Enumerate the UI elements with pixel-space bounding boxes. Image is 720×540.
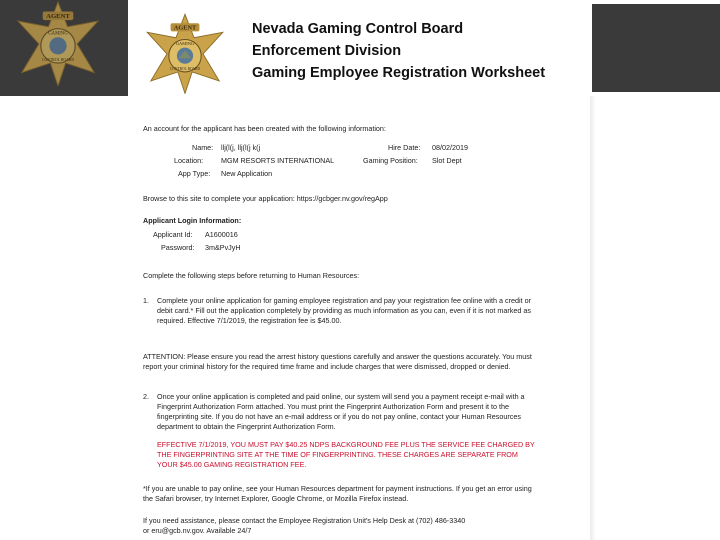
- applicant-id-label: Applicant Id:: [153, 230, 193, 239]
- app-type-label: App Type:: [178, 169, 211, 178]
- step1-line3: required. Effective 7/1/2019, the registration fee is $45.00.: [157, 316, 342, 325]
- title-board: Nevada Gaming Control Board: [252, 21, 464, 37]
- agent-badge-main-logo: [140, 12, 230, 94]
- hire-date-value: 08/02/2019: [432, 143, 468, 152]
- header-band-right: [592, 4, 720, 92]
- payment-note-line1: *If you are unable to pay online, see your Human Resources department for payment instructions. If you get an error using: [143, 484, 532, 493]
- intro-text: An account for the applicant has been created with the following information:: [143, 124, 386, 133]
- fee-notice-line1: EFFECTIVE 7/1/2019, YOU MUST PAY $40.25 NDPS BACKGROUND FEE PLUS THE SERVICE FEE CHARGED BY: [157, 440, 535, 449]
- help-line2: or eru@gcb.nv.gov. Available 24/7: [143, 526, 252, 535]
- app-type-value: New Application: [221, 169, 273, 178]
- browse-text: Browse to this site to complete your application: https://gcbger.nv.gov/regApp: [143, 194, 388, 203]
- applicant-id-value: A1600016: [205, 230, 238, 239]
- step2-line4: department to obtain the Fingerprint Authorization Form.: [157, 422, 336, 431]
- step1-number: 1.: [143, 296, 149, 305]
- step2-line1: Once your online application is completed and paid online, our system will send you a payment receipt e-mail with a: [157, 392, 525, 401]
- badge-agent-text: AGENT: [46, 13, 70, 21]
- location-value: MGM RESORTS INTERNATIONAL: [221, 156, 335, 165]
- badge-main-agent-text: AGENT: [173, 24, 197, 32]
- login-heading: Applicant Login Information:: [143, 216, 242, 225]
- step2-line2: Fingerprint Authorization Form attached. You must print the Fingerprint Authorization Form and present it to the: [157, 402, 509, 411]
- agent-badge-logo: [10, 0, 106, 86]
- attention-line2: report your criminal history for the required time frame and include charges that were dismissed, dropped or denied.: [143, 362, 511, 371]
- fee-notice-line2: THE FINGERPRINTING SITE AT THE TIME OF FINGERPRINTING. THESE CHARGES ARE SEPARATE FROM: [157, 450, 518, 459]
- gaming-position-value: Slot Dept: [432, 156, 462, 165]
- attention-line1: ATTENTION: Please ensure you read the arrest history questions carefully and answer the questions accurately. You must: [143, 352, 532, 361]
- payment-note-line2: the Safari browser, try Internet Explorer, Google Chrome, or Mozilla Firefox instead.: [143, 494, 409, 503]
- badge-main-upper-text: GAMING: [175, 40, 195, 46]
- badge-main-lower-text: CONTROL BOARD: [169, 67, 201, 72]
- name-label: Name:: [192, 143, 214, 152]
- page-shadow: [590, 96, 596, 540]
- password-value: 3m&PvJyH: [205, 243, 241, 252]
- location-label: Location:: [174, 156, 204, 165]
- header-band: [0, 0, 720, 96]
- help-line1: If you need assistance, please contact the Employee Registration Unit's Help Desk at (702) 486-3340: [143, 516, 466, 525]
- gaming-position-label: Gaming Position:: [363, 156, 418, 165]
- fee-notice-line3: YOUR $45.00 GAMING REGISTRATION FEE.: [157, 460, 307, 469]
- step1-line2: debit card.* Fill out the application completely by providing as much information as you can, even if it is not marked as: [157, 306, 531, 315]
- header-titles: [252, 18, 545, 84]
- name-value: llj(l(j, llj(l(j k(j: [221, 143, 261, 152]
- step2-number: 2.: [143, 392, 149, 401]
- steps-intro: Complete the following steps before returning to Human Resources:: [143, 271, 360, 280]
- step1-line1: Complete your online application for gaming employee registration and pay your registration fee online with a credit or: [157, 296, 531, 305]
- title-worksheet: Gaming Employee Registration Worksheet: [252, 65, 546, 81]
- title-division: Enforcement Division: [252, 43, 402, 59]
- step2-line3: fingerprinting site. If you do not have an e-mail address or if you do not pay online, contact your Human Resources: [157, 412, 521, 421]
- badge-lower-text: CONTROL BOARD: [41, 58, 75, 63]
- password-label: Password:: [161, 243, 195, 252]
- badge-upper-text: GAMING: [48, 31, 68, 37]
- hire-date-label: Hire Date:: [388, 143, 421, 152]
